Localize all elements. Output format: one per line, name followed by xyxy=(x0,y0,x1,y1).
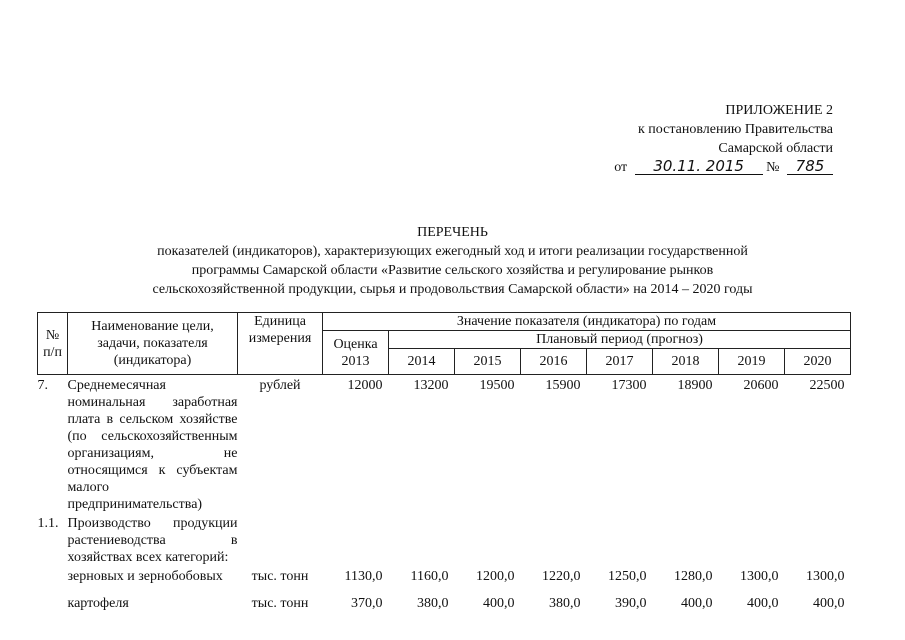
row-value: 380,0 xyxy=(417,596,449,611)
header-year: 2015 xyxy=(455,349,521,375)
row-value: 1280,0 xyxy=(674,569,713,584)
document-heading xyxy=(0,223,905,299)
handwritten-date: 30.11. 2015 xyxy=(635,159,763,175)
row-value: 1300,0 xyxy=(806,569,845,584)
header-unit: Единица измерения xyxy=(238,313,323,375)
header-year: 2020 xyxy=(785,349,851,375)
appendix-title: ПРИЛОЖЕНИЕ 2 xyxy=(725,103,833,118)
table-row xyxy=(38,375,851,514)
row-value xyxy=(587,513,653,566)
header-values: Значение показателя (индикатора) по годам xyxy=(323,313,851,331)
row-number: 1.1. xyxy=(37,516,59,531)
heading-line-3: сельскохозяйственной продукции, сырья и продовольствия Самарской области» на 2014 – 2020 годы xyxy=(152,282,753,297)
row-unit: тыс. тонн xyxy=(251,596,309,611)
row-number xyxy=(38,593,68,612)
row-value xyxy=(719,513,785,566)
row-value: 390,0 xyxy=(615,596,647,611)
header-estimate: Оценка 2013 xyxy=(323,331,389,375)
row-value: 20600 xyxy=(743,378,779,393)
table-row xyxy=(38,566,851,585)
table-row xyxy=(38,593,851,612)
row-value xyxy=(785,513,851,566)
row-name: картофеля xyxy=(67,596,129,611)
number-label: № xyxy=(766,160,780,175)
row-value: 12000 xyxy=(347,378,383,393)
from-label: от xyxy=(614,160,628,175)
row-value: 1300,0 xyxy=(740,569,779,584)
header-year: 2016 xyxy=(521,349,587,375)
row-value: 1130,0 xyxy=(344,569,383,584)
header-year: 2019 xyxy=(719,349,785,375)
spacer-cell xyxy=(38,585,851,593)
row-value: 15900 xyxy=(545,378,581,393)
row-unit xyxy=(238,513,323,566)
row-value: 1250,0 xyxy=(608,569,647,584)
table-body xyxy=(38,375,851,613)
row-unit: тыс. тонн xyxy=(251,569,309,584)
row-value xyxy=(455,513,521,566)
row-value: 400,0 xyxy=(813,596,845,611)
row-value: 22500 xyxy=(809,378,845,393)
row-value: 1220,0 xyxy=(542,569,581,584)
row-value: 1160,0 xyxy=(410,569,449,584)
row-value: 17300 xyxy=(611,378,647,393)
row-spacer xyxy=(38,585,851,593)
row-value xyxy=(521,513,587,566)
heading-line-2: программы Самарской области «Развитие сельского хозяйства и регулирование рынков xyxy=(191,263,714,278)
row-value: 18900 xyxy=(677,378,713,393)
row-value: 1200,0 xyxy=(476,569,515,584)
header-year: 2014 xyxy=(389,349,455,375)
row-number xyxy=(38,566,68,585)
row-value: 370,0 xyxy=(351,596,383,611)
heading-line-1: показателей (индикаторов), характеризующих ежегодный ход и итоги реализации государственной xyxy=(157,244,748,259)
row-value: 400,0 xyxy=(483,596,515,611)
row-value: 380,0 xyxy=(549,596,581,611)
table-row xyxy=(38,513,851,566)
header-year: 2017 xyxy=(587,349,653,375)
handwritten-number: 785 xyxy=(787,159,833,175)
row-value xyxy=(653,513,719,566)
row-value xyxy=(323,513,389,566)
appendix-line-2: Самарской области xyxy=(718,141,833,156)
appendix-date-line xyxy=(614,158,833,177)
row-value: 400,0 xyxy=(681,596,713,611)
row-unit: рублей xyxy=(259,378,301,393)
row-number: 7. xyxy=(37,378,48,393)
row-name: Производство продукции растениеводства в хозяйствах всех категорий: xyxy=(67,516,238,565)
header-year: 2018 xyxy=(653,349,719,375)
row-value: 19500 xyxy=(479,378,515,393)
row-value: 400,0 xyxy=(747,596,779,611)
header-no: № п/п xyxy=(38,313,68,375)
appendix-line-1: к постановлению Правительства xyxy=(637,122,833,137)
header-name: Наименование цели, задачи, показателя (индикатора) xyxy=(68,313,238,375)
appendix-block xyxy=(614,101,833,177)
row-value: 13200 xyxy=(413,378,449,393)
row-name: Среднемесячная номинальная заработная плата в сельском хозяйстве (по сельскохозяйственным организациям, не относящимся к субъектам малого предпринимательства) xyxy=(67,378,238,512)
indicators-table xyxy=(37,312,851,612)
heading-title: ПЕРЕЧЕНЬ xyxy=(417,225,488,240)
header-plan: Плановый период (прогноз) xyxy=(389,331,851,349)
row-name: зерновых и зернобобовых xyxy=(67,569,223,584)
row-value xyxy=(389,513,455,566)
